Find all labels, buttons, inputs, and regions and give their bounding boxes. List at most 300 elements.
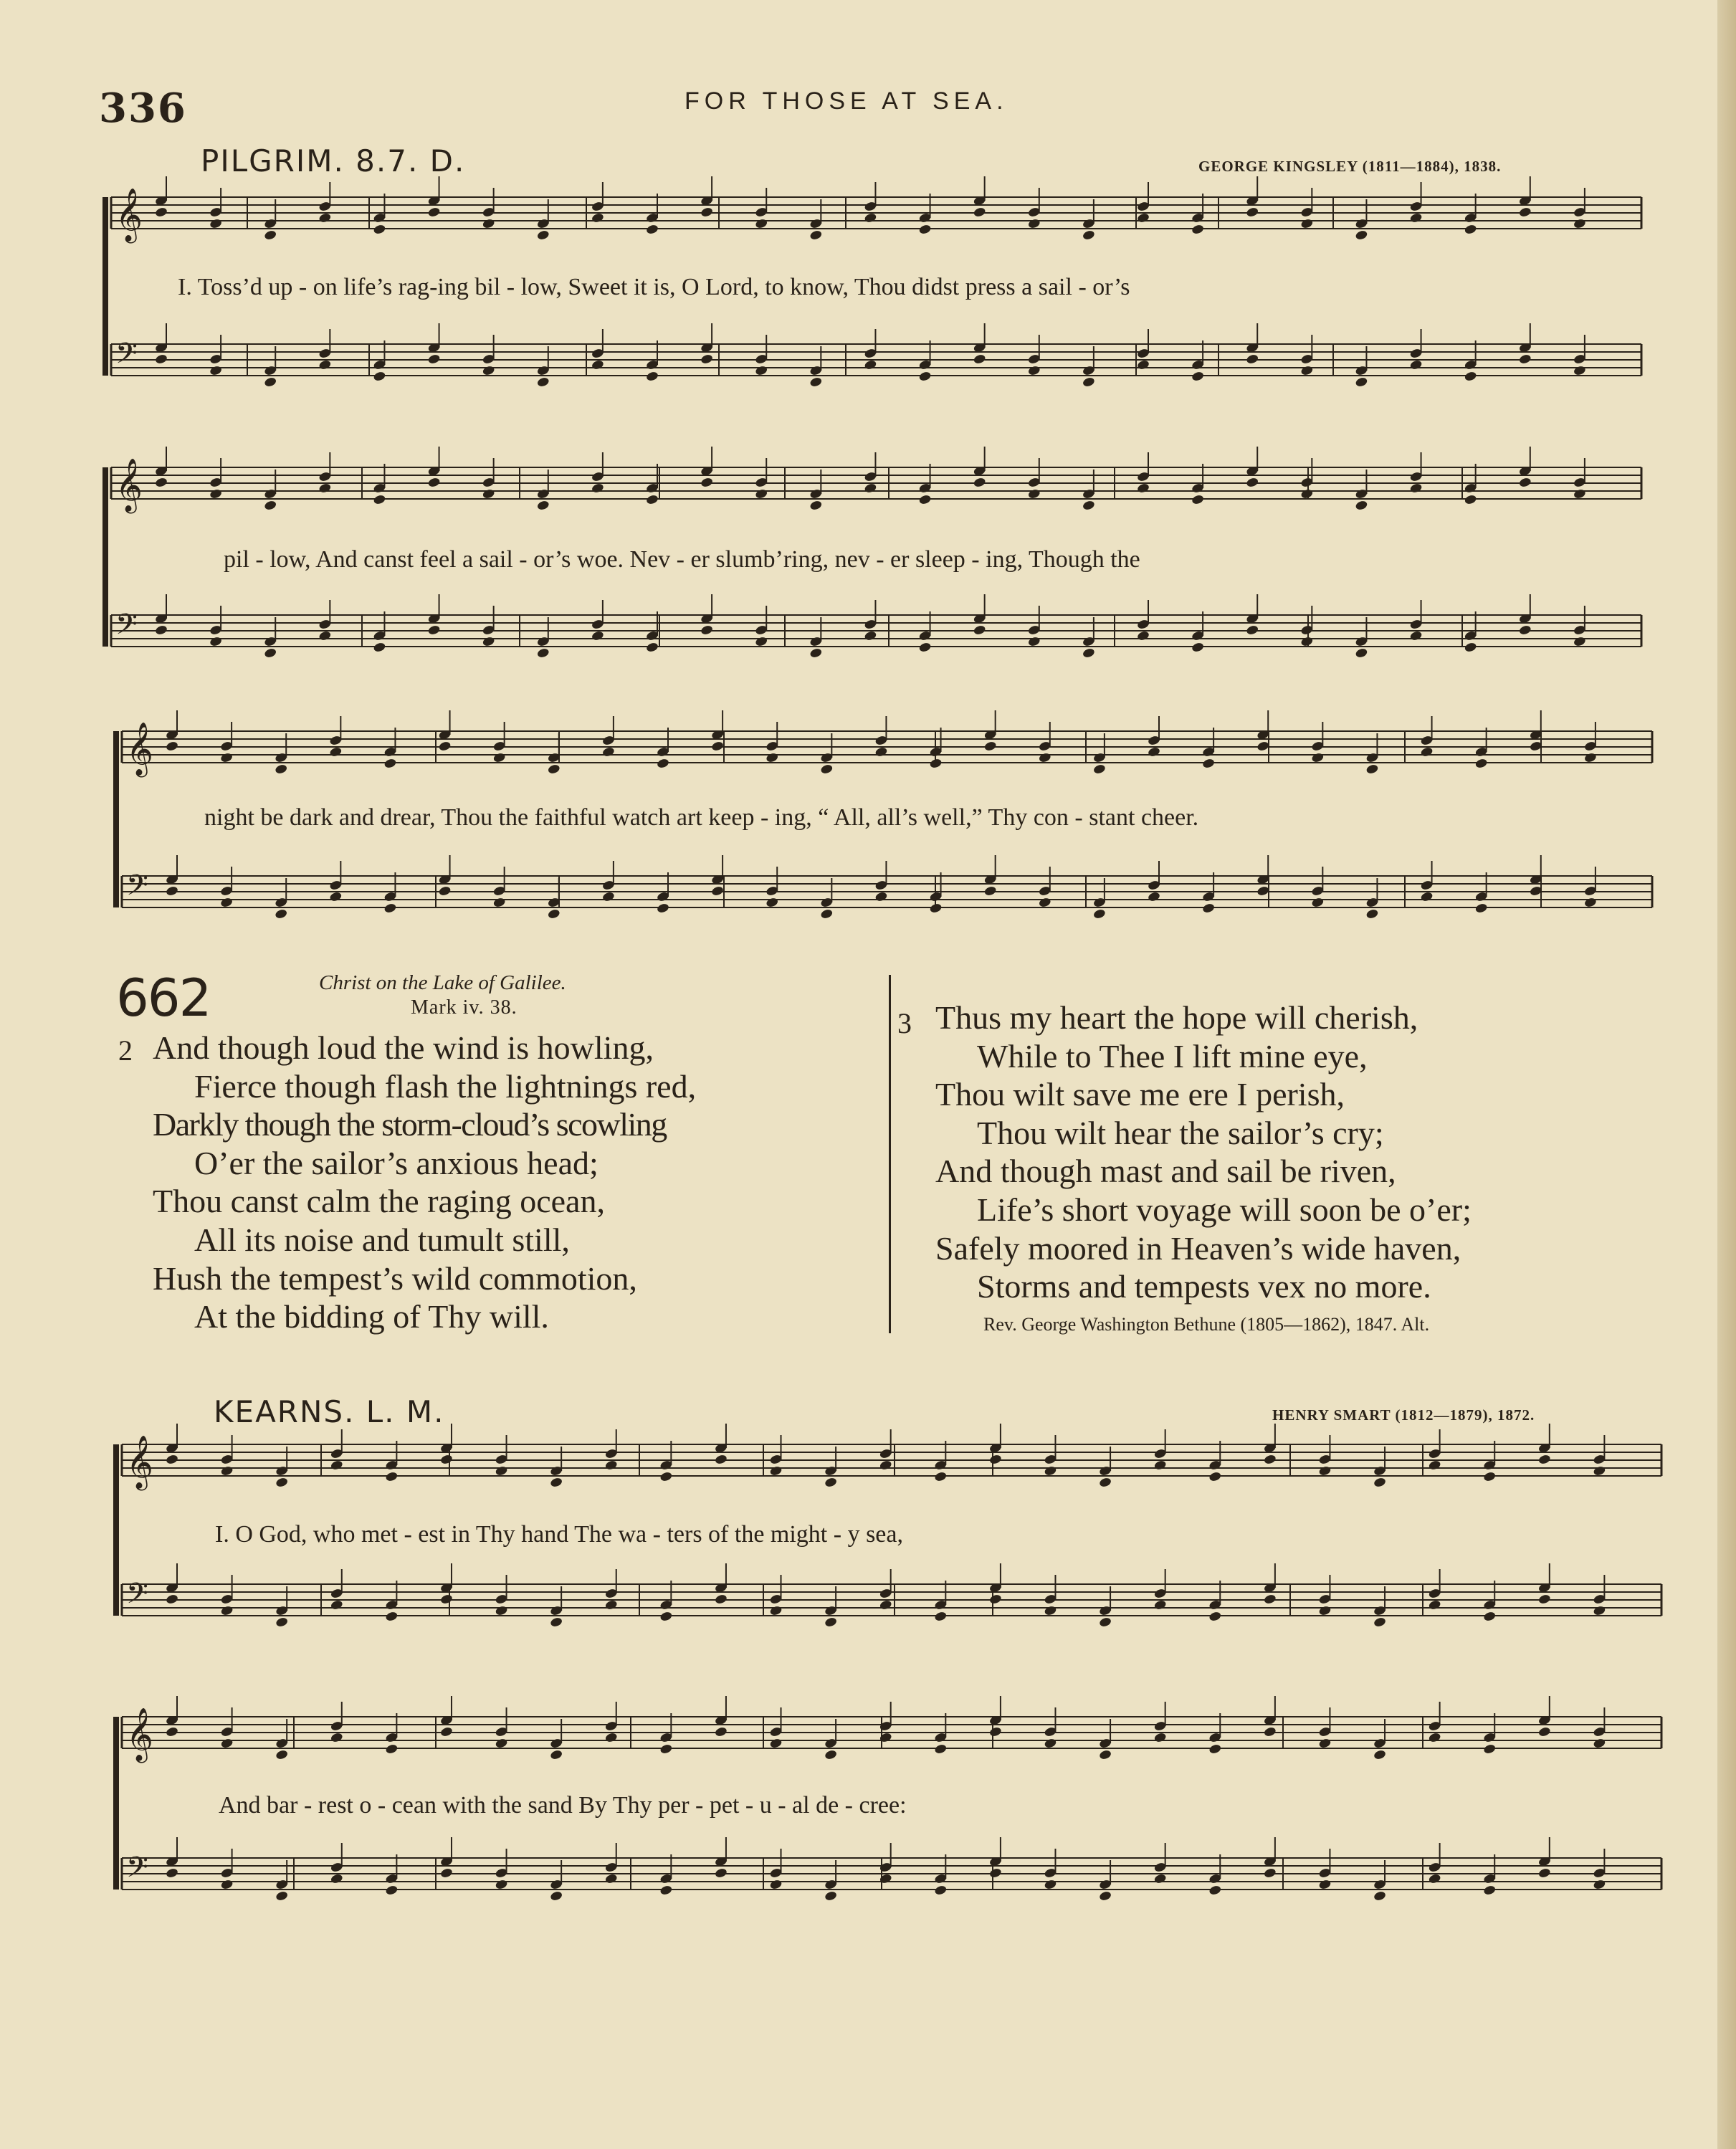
note-head bbox=[1583, 752, 1597, 763]
note-head bbox=[1202, 758, 1216, 769]
note-head bbox=[934, 1471, 948, 1482]
note-head bbox=[1409, 630, 1423, 642]
note-head bbox=[482, 218, 495, 229]
note-head bbox=[604, 1459, 618, 1471]
note-head bbox=[1038, 897, 1051, 908]
note-head bbox=[1573, 365, 1586, 376]
note-head bbox=[934, 1611, 948, 1622]
note-head bbox=[440, 1867, 454, 1879]
note-head bbox=[646, 642, 659, 653]
page-number: 336 bbox=[99, 85, 187, 132]
note-head bbox=[755, 636, 768, 647]
note-head bbox=[918, 371, 932, 382]
note-head bbox=[1044, 1879, 1057, 1890]
tune-name-pilgrim: PILGRIM. 8.7. D. bbox=[201, 143, 466, 178]
note-head bbox=[1593, 1605, 1606, 1616]
note-head bbox=[1318, 1465, 1332, 1477]
note-head bbox=[1208, 1611, 1222, 1622]
note-head bbox=[657, 758, 670, 769]
note-head bbox=[1518, 206, 1532, 218]
note-head bbox=[330, 1599, 343, 1611]
bass-clef: 𝄢 bbox=[126, 1577, 148, 1617]
verse-3-line: Thou wilt hear the sailor’s cry; bbox=[977, 1114, 1384, 1151]
note-head bbox=[1300, 636, 1314, 647]
note-head bbox=[275, 1616, 289, 1628]
note-head bbox=[1355, 500, 1368, 511]
note-head bbox=[646, 371, 659, 382]
note-head bbox=[1191, 224, 1205, 235]
verse-2-line: At the bidding of Thy will. bbox=[194, 1298, 549, 1335]
treble-clef: 𝄞 bbox=[126, 1436, 153, 1489]
note-head bbox=[427, 624, 441, 636]
note-head bbox=[766, 752, 779, 763]
note-head bbox=[1099, 1616, 1112, 1628]
note-head bbox=[264, 229, 277, 241]
note-head bbox=[983, 885, 997, 897]
note-head bbox=[547, 908, 561, 920]
note-head bbox=[934, 1743, 948, 1755]
note-head bbox=[1428, 1459, 1441, 1471]
note-head bbox=[769, 1605, 783, 1616]
note-head bbox=[438, 885, 452, 897]
note-head bbox=[918, 642, 932, 653]
note-head bbox=[646, 494, 659, 505]
note-head bbox=[330, 1873, 343, 1884]
note-head bbox=[1420, 746, 1434, 758]
note-head bbox=[1300, 488, 1314, 500]
note-head bbox=[166, 740, 179, 752]
note-head bbox=[1099, 1890, 1112, 1902]
note-head bbox=[550, 1616, 563, 1628]
note-head bbox=[1148, 891, 1161, 902]
note-head bbox=[918, 224, 932, 235]
note-head bbox=[983, 740, 997, 752]
note-head bbox=[373, 494, 386, 505]
note-head bbox=[492, 752, 506, 763]
note-head bbox=[820, 763, 834, 775]
note-head bbox=[1246, 624, 1259, 636]
note-head bbox=[820, 908, 834, 920]
note-head bbox=[1246, 353, 1259, 365]
note-head bbox=[1428, 1732, 1441, 1743]
verse-3-line: Safely moored in Heaven’s wide haven, bbox=[935, 1229, 1461, 1267]
note-head bbox=[209, 365, 223, 376]
note-head bbox=[155, 624, 168, 636]
note-head bbox=[1409, 482, 1423, 494]
note-head bbox=[809, 647, 823, 659]
note-head bbox=[601, 891, 615, 902]
lyric-line-2: pil - low, And canst feel a sail - or’s woe. Nev - er slumb’ring, nev - er sleep - ing, Though the bbox=[224, 546, 1140, 573]
note-head bbox=[1318, 1605, 1332, 1616]
note-head bbox=[715, 1726, 728, 1738]
note-head bbox=[166, 1454, 179, 1465]
note-head bbox=[874, 746, 888, 758]
running-title: FOR THOSE AT SEA. bbox=[685, 87, 1008, 115]
note-head bbox=[1573, 218, 1586, 229]
note-head bbox=[591, 630, 604, 642]
note-head bbox=[879, 1459, 892, 1471]
note-head bbox=[330, 1732, 343, 1743]
note-head bbox=[220, 1465, 234, 1477]
note-head bbox=[1593, 1738, 1606, 1749]
hymn-author: Rev. George Washington Bethune (1805—1862), 1847. Alt. bbox=[983, 1314, 1430, 1335]
verse-2-line: And though loud the wind is howling, bbox=[153, 1029, 654, 1066]
note-head bbox=[275, 1890, 289, 1902]
note-head bbox=[495, 1605, 508, 1616]
note-head bbox=[700, 477, 714, 488]
note-head bbox=[550, 1477, 563, 1488]
note-head bbox=[1092, 763, 1106, 775]
note-head bbox=[275, 1477, 289, 1488]
note-head bbox=[769, 1465, 783, 1477]
note-head bbox=[495, 1465, 508, 1477]
note-head bbox=[1082, 229, 1095, 241]
treble-clef: 𝄞 bbox=[115, 189, 143, 242]
note-head bbox=[1409, 212, 1423, 224]
note-head bbox=[264, 647, 277, 659]
note-head bbox=[715, 1593, 728, 1605]
note-head bbox=[440, 1726, 454, 1738]
note-head bbox=[604, 1873, 618, 1884]
note-head bbox=[383, 902, 397, 914]
verse-3-number: 3 bbox=[897, 1007, 912, 1039]
note-head bbox=[1092, 908, 1106, 920]
note-head bbox=[591, 212, 604, 224]
note-head bbox=[1464, 494, 1477, 505]
note-head bbox=[1355, 647, 1368, 659]
note-head bbox=[1153, 1599, 1167, 1611]
note-head bbox=[166, 1726, 179, 1738]
note-head bbox=[1246, 206, 1259, 218]
note-head bbox=[220, 1879, 234, 1890]
note-head bbox=[715, 1454, 728, 1465]
note-head bbox=[769, 1738, 783, 1749]
note-head bbox=[1044, 1465, 1057, 1477]
note-head bbox=[275, 908, 288, 920]
note-head bbox=[1355, 229, 1368, 241]
note-head bbox=[373, 371, 386, 382]
composer-kingsley: GEORGE KINGSLEY (1811—1884), 1838. bbox=[1198, 158, 1502, 175]
lyric-line-1: I. Toss’d up - on life’s rag-ing bil - low, Sweet it is, O Lord, to know, Thou didst press a sail - or’s bbox=[178, 274, 1130, 300]
note-head bbox=[1474, 902, 1488, 914]
note-head bbox=[440, 1454, 454, 1465]
note-head bbox=[659, 1743, 673, 1755]
note-head bbox=[1044, 1738, 1057, 1749]
note-head bbox=[1191, 642, 1205, 653]
note-head bbox=[329, 891, 343, 902]
note-head bbox=[220, 897, 234, 908]
note-head bbox=[700, 353, 714, 365]
note-head bbox=[1263, 1454, 1277, 1465]
note-head bbox=[1373, 1616, 1387, 1628]
lyric-line-4: I. O God, who met - est in Thy hand The wa - ters of the might - y sea, bbox=[215, 1521, 903, 1548]
note-head bbox=[318, 482, 332, 494]
note-head bbox=[438, 740, 452, 752]
verse-3-line: Life’s short voyage will soon be o’er; bbox=[977, 1191, 1472, 1228]
note-head bbox=[536, 376, 550, 388]
note-head bbox=[275, 1749, 289, 1760]
note-head bbox=[482, 636, 495, 647]
note-head bbox=[1464, 371, 1477, 382]
verse-2-number: 2 bbox=[118, 1034, 133, 1067]
note-head bbox=[973, 206, 986, 218]
note-head bbox=[385, 1471, 399, 1482]
verse-3-line: Storms and tempests vex no more. bbox=[977, 1268, 1431, 1305]
note-head bbox=[1537, 1593, 1551, 1605]
note-head bbox=[492, 897, 506, 908]
bass-clef: 𝄢 bbox=[126, 1851, 148, 1891]
note-head bbox=[659, 1471, 673, 1482]
note-head bbox=[601, 746, 615, 758]
note-head bbox=[1483, 1471, 1497, 1482]
note-head bbox=[1583, 897, 1597, 908]
note-head bbox=[1027, 636, 1041, 647]
note-head bbox=[824, 1890, 838, 1902]
note-head bbox=[536, 647, 550, 659]
note-head bbox=[755, 488, 768, 500]
note-head bbox=[604, 1599, 618, 1611]
note-head bbox=[1153, 1873, 1167, 1884]
note-head bbox=[1027, 488, 1041, 500]
note-head bbox=[1137, 212, 1150, 224]
note-head bbox=[1044, 1605, 1057, 1616]
verse-2-line: O’er the sailor’s anxious head; bbox=[194, 1144, 598, 1181]
note-head bbox=[1137, 482, 1150, 494]
treble-clef: 𝄞 bbox=[115, 459, 143, 512]
note-head bbox=[1518, 353, 1532, 365]
note-head bbox=[918, 494, 932, 505]
verse-2-line: All its noise and tumult still, bbox=[194, 1221, 570, 1258]
note-head bbox=[155, 353, 168, 365]
note-head bbox=[264, 500, 277, 511]
verse-2-line: Fierce though flash the lightnings red, bbox=[194, 1067, 697, 1105]
note-head bbox=[385, 1743, 399, 1755]
verse-2-line: Hush the tempest’s wild commotion, bbox=[153, 1259, 637, 1297]
note-head bbox=[604, 1732, 618, 1743]
note-head bbox=[427, 353, 441, 365]
note-head bbox=[1263, 1726, 1277, 1738]
verse-2-line: Thou canst calm the raging ocean, bbox=[153, 1183, 605, 1220]
note-head bbox=[769, 1879, 783, 1890]
note-head bbox=[864, 359, 877, 371]
note-head bbox=[1311, 752, 1325, 763]
note-head bbox=[1420, 891, 1434, 902]
note-head bbox=[700, 624, 714, 636]
note-head bbox=[659, 1884, 673, 1896]
note-head bbox=[495, 1879, 508, 1890]
note-head bbox=[824, 1616, 838, 1628]
verse-3-line: While to Thee I lift mine eye, bbox=[977, 1037, 1368, 1074]
note-head bbox=[427, 206, 441, 218]
note-head bbox=[864, 212, 877, 224]
verse-3-line: And though mast and sail be riven, bbox=[935, 1153, 1396, 1190]
note-head bbox=[209, 488, 223, 500]
note-head bbox=[536, 229, 550, 241]
note-head bbox=[275, 763, 288, 775]
note-head bbox=[1137, 359, 1150, 371]
note-head bbox=[988, 1867, 1002, 1879]
note-head bbox=[1464, 642, 1477, 653]
note-head bbox=[318, 630, 332, 642]
note-head bbox=[155, 477, 168, 488]
note-head bbox=[591, 482, 604, 494]
note-head bbox=[988, 1454, 1002, 1465]
note-head bbox=[988, 1726, 1002, 1738]
note-head bbox=[1573, 636, 1586, 647]
note-head bbox=[1318, 1738, 1332, 1749]
note-head bbox=[166, 885, 179, 897]
note-head bbox=[1256, 885, 1270, 897]
note-head bbox=[766, 897, 779, 908]
note-head bbox=[220, 752, 234, 763]
note-head bbox=[809, 229, 823, 241]
note-head bbox=[495, 1738, 508, 1749]
hymn-subtitle: Christ on the Lake of Galilee. bbox=[319, 971, 566, 994]
note-head bbox=[1483, 1884, 1497, 1896]
note-head bbox=[1027, 218, 1041, 229]
note-head bbox=[1537, 1867, 1551, 1879]
note-head bbox=[155, 206, 168, 218]
note-head bbox=[1191, 371, 1205, 382]
note-head bbox=[166, 1867, 179, 1879]
note-head bbox=[1153, 1459, 1167, 1471]
note-head bbox=[1202, 902, 1216, 914]
note-head bbox=[1082, 500, 1095, 511]
note-head bbox=[536, 500, 550, 511]
note-head bbox=[385, 1611, 399, 1622]
note-head bbox=[383, 758, 397, 769]
note-head bbox=[1027, 365, 1041, 376]
note-head bbox=[711, 885, 725, 897]
hymn-number: 662 bbox=[116, 968, 211, 1028]
note-head bbox=[824, 1477, 838, 1488]
note-head bbox=[373, 642, 386, 653]
note-head bbox=[330, 1459, 343, 1471]
note-head bbox=[879, 1599, 892, 1611]
note-head bbox=[1373, 1477, 1387, 1488]
note-head bbox=[385, 1884, 399, 1896]
note-head bbox=[482, 365, 495, 376]
note-head bbox=[1300, 218, 1314, 229]
note-head bbox=[1153, 1732, 1167, 1743]
note-head bbox=[1246, 477, 1259, 488]
note-head bbox=[1208, 1743, 1222, 1755]
note-head bbox=[1373, 1749, 1387, 1760]
note-head bbox=[1474, 758, 1488, 769]
note-head bbox=[973, 477, 986, 488]
note-head bbox=[1256, 740, 1270, 752]
note-head bbox=[755, 218, 768, 229]
note-head bbox=[1099, 1477, 1112, 1488]
note-head bbox=[1573, 488, 1586, 500]
note-head bbox=[1365, 908, 1379, 920]
note-head bbox=[1518, 477, 1532, 488]
note-head bbox=[864, 482, 877, 494]
bass-clef: 𝄢 bbox=[126, 869, 148, 909]
bass-clef: 𝄢 bbox=[115, 608, 138, 648]
note-head bbox=[427, 477, 441, 488]
verse-2-line: Darkly though the storm-cloud’s scowling bbox=[153, 1106, 667, 1143]
note-head bbox=[1148, 746, 1161, 758]
note-head bbox=[711, 740, 725, 752]
note-head bbox=[591, 359, 604, 371]
note-head bbox=[1318, 1879, 1332, 1890]
lyric-line-5: And bar - rest o - cean with the sand By Thy per - pet - u - al de - cree: bbox=[219, 1792, 907, 1819]
note-head bbox=[482, 488, 495, 500]
note-head bbox=[1082, 376, 1095, 388]
note-head bbox=[1099, 1749, 1112, 1760]
verse-3-line: Thus my heart the hope will cherish, bbox=[935, 999, 1418, 1036]
note-head bbox=[220, 1605, 234, 1616]
note-head bbox=[1300, 365, 1314, 376]
note-head bbox=[1038, 752, 1051, 763]
note-head bbox=[1428, 1873, 1441, 1884]
hymn-reference: Mark iv. 38. bbox=[411, 996, 518, 1019]
note-head bbox=[318, 359, 332, 371]
treble-clef: 𝄞 bbox=[126, 1708, 153, 1761]
note-head bbox=[1464, 224, 1477, 235]
note-head bbox=[659, 1611, 673, 1622]
note-head bbox=[1537, 1726, 1551, 1738]
note-head bbox=[700, 206, 714, 218]
note-head bbox=[209, 636, 223, 647]
note-head bbox=[1137, 630, 1150, 642]
note-head bbox=[166, 1593, 179, 1605]
note-head bbox=[1537, 1454, 1551, 1465]
note-head bbox=[550, 1890, 563, 1902]
verse-3-line: Thou wilt save me ere I perish, bbox=[935, 1076, 1345, 1113]
note-head bbox=[646, 224, 659, 235]
note-head bbox=[373, 224, 386, 235]
note-head bbox=[318, 212, 332, 224]
note-head bbox=[809, 376, 823, 388]
note-head bbox=[657, 902, 670, 914]
note-head bbox=[547, 763, 561, 775]
note-head bbox=[209, 218, 223, 229]
tune-name-kearns: KEARNS. L. M. bbox=[214, 1394, 445, 1429]
note-head bbox=[1082, 647, 1095, 659]
note-head bbox=[973, 353, 986, 365]
note-head bbox=[329, 746, 343, 758]
note-head bbox=[1208, 1471, 1222, 1482]
composer-smart: HENRY SMART (1812—1879), 1872. bbox=[1272, 1406, 1535, 1424]
bass-clef: 𝄢 bbox=[115, 337, 138, 377]
note-head bbox=[1409, 359, 1423, 371]
note-head bbox=[715, 1867, 728, 1879]
note-head bbox=[1208, 1884, 1222, 1896]
note-head bbox=[1373, 1890, 1387, 1902]
treble-clef: 𝄞 bbox=[126, 723, 153, 776]
note-head bbox=[1428, 1599, 1441, 1611]
note-head bbox=[1263, 1593, 1277, 1605]
note-head bbox=[988, 1593, 1002, 1605]
note-head bbox=[1518, 624, 1532, 636]
note-head bbox=[264, 376, 277, 388]
note-head bbox=[934, 1884, 948, 1896]
note-head bbox=[864, 630, 877, 642]
note-head bbox=[824, 1749, 838, 1760]
note-head bbox=[1355, 376, 1368, 388]
note-head bbox=[874, 891, 888, 902]
note-head bbox=[220, 1738, 234, 1749]
lyric-line-3: night be dark and drear, Thou the faithful watch art keep - ing, “ All, all’s well,” Thy con - stant cheer. bbox=[204, 804, 1199, 831]
note-head bbox=[1483, 1743, 1497, 1755]
note-head bbox=[1311, 897, 1325, 908]
note-head bbox=[809, 500, 823, 511]
note-head bbox=[1263, 1867, 1277, 1879]
note-head bbox=[973, 624, 986, 636]
note-head bbox=[1593, 1465, 1606, 1477]
